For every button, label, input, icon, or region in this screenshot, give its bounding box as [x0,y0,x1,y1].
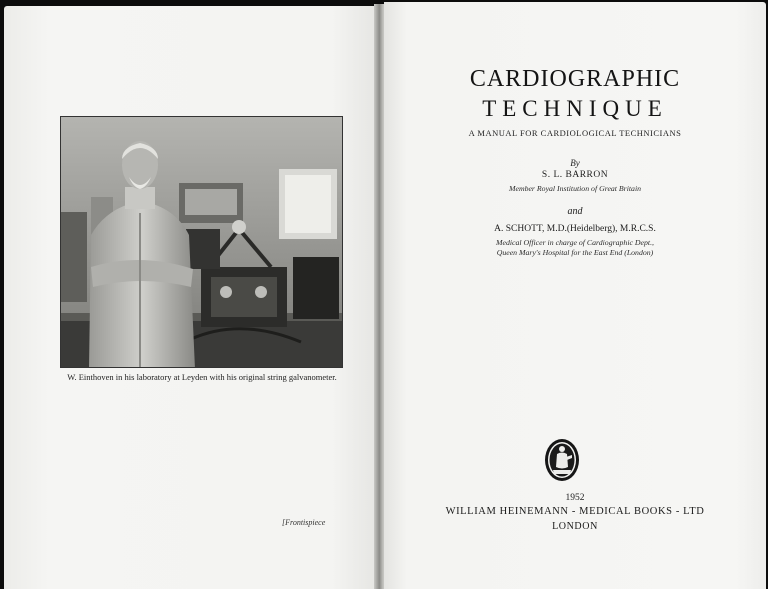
frontispiece-photo [60,116,343,368]
author2-name: A. SCHOTT, M.D.(Heidelberg), M.R.C.S. [494,224,656,234]
heinemann-windmill-seal-icon [543,437,581,483]
book-subtitle: A MANUAL FOR CARDIOLOGICAL TECHNICIANS [468,128,682,138]
publisher-city: LONDON [552,521,598,532]
author2-affiliation-line1: Medical Officer in charge of Cardiographic Dept., [496,238,654,247]
by-label: By [570,158,580,168]
author1-affiliation: Member Royal Institution of Great Britain [508,184,642,193]
frontispiece-label: [Frontispiece [282,518,326,527]
book-title-line2: TECHNIQUE [482,96,668,121]
author2-affiliation-line2: Queen Mary's Hospital for the East End (London) [496,248,654,257]
and-label: and [567,206,583,217]
publisher-name: WILLIAM HEINEMANN - MEDICAL BOOKS - LTD [445,506,705,517]
author1-name: S. L. BARRON [541,170,609,180]
book-title-line1: CARDIOGRAPHIC [469,66,681,92]
photo-caption: W. Einthoven in his laboratory at Leyden with his original string galvanometer. [67,372,337,382]
publication-year: 1952 [565,493,585,503]
